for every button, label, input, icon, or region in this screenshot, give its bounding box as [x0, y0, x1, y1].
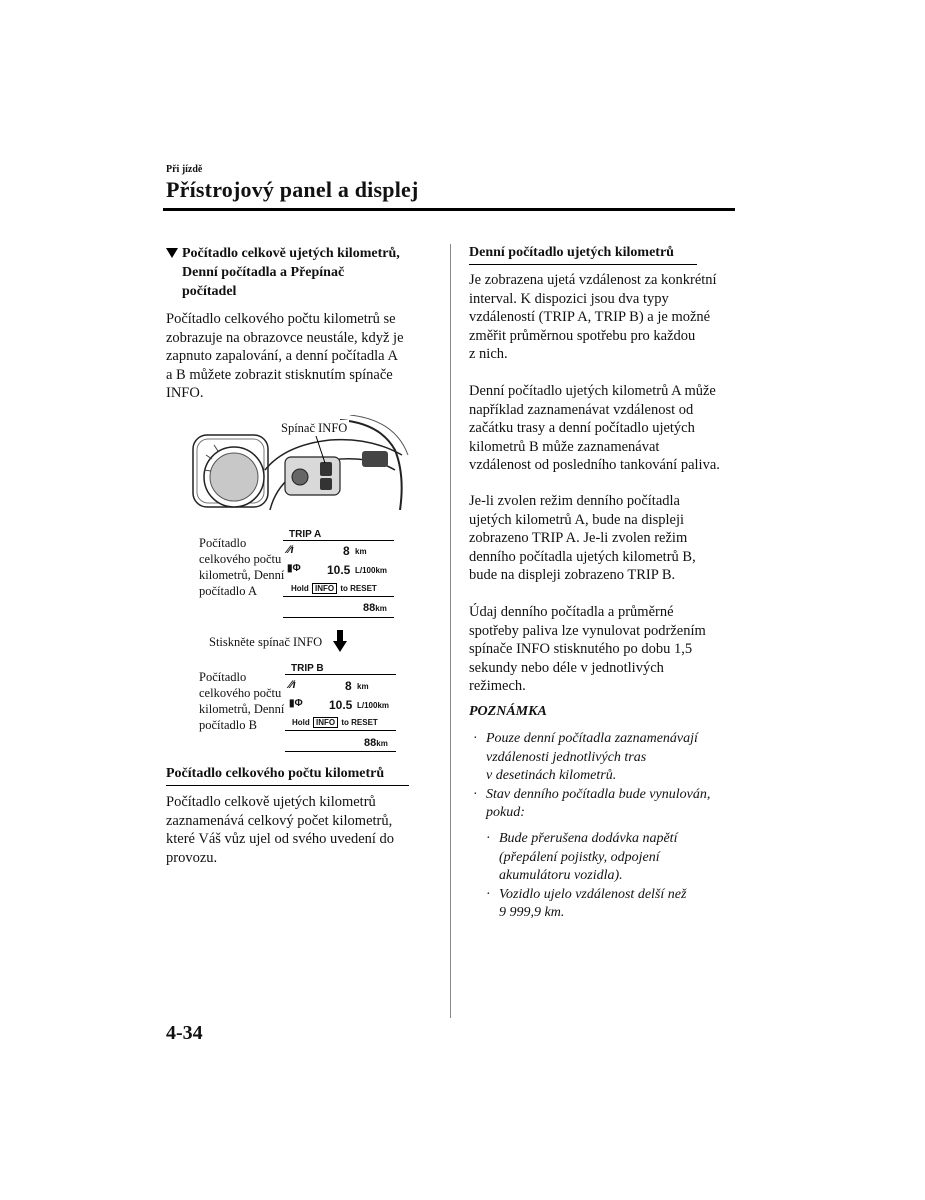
- note-item: · Stav denního počítadla bude vynulován, pokud:: [473, 786, 738, 823]
- odometer-value: 88km: [363, 602, 387, 614]
- section-label: Při jízdě: [166, 164, 203, 175]
- note-subitem: · Vozidlo ujelo vzdálenost delší než 9 999,9 km.: [486, 886, 736, 923]
- note-item: · Pouze denní počítadla zaznamenávají vzdálenosti jednotlivých tras v desetinách kilometrů.: [473, 730, 738, 786]
- trip-consumption: 10.5: [329, 698, 353, 712]
- note-list: [473, 730, 738, 823]
- trip-b-display: TRIP B ∕∕ı 8 km ▮Φ 10.5 L/100km Hold INFO to RESET 88km: [285, 661, 396, 753]
- column-divider: [450, 244, 451, 1018]
- trip-distance: 8: [343, 544, 350, 558]
- reset-hint: Hold INFO to RESET: [291, 584, 377, 593]
- odometer-value: 88km: [364, 737, 388, 749]
- press-info-text: Stiskněte spínač INFO: [209, 635, 323, 649]
- switch-label: Spínač INFO: [281, 421, 348, 435]
- arrow-down-icon: [333, 630, 347, 652]
- trip-meter-heading: Denní počítadlo ujetých kilometrů: [469, 245, 697, 265]
- page-number: 4-34: [166, 1022, 203, 1044]
- note-sublist: [486, 830, 736, 923]
- page-title: Přístrojový panel a displej: [166, 177, 419, 202]
- distance-icon: ∕∕ı: [289, 679, 296, 691]
- trip-b-title: TRIP B: [291, 663, 324, 674]
- note-subitem: · Bude přerušena dodávka napětí (přepálení pojistky, odpojení akumulátoru vozidla).: [486, 830, 736, 886]
- fuel-consumption-icon: ▮Φ: [287, 563, 301, 574]
- section-heading: Počítadlo celkově ujetých kilometrů, Denní počítadla a Přepínač počítadel: [166, 244, 436, 301]
- distance-icon: ∕∕ı: [287, 544, 294, 556]
- odometer-heading: Počítadlo celkového počtu kilometrů: [166, 766, 409, 786]
- trip-paragraph-2: Denní počítadlo ujetých kilometrů A může například zaznamenávat vzdálenost od začátku trasy a denní počítadlo ujetých kilometrů B může zaznamenávat vzdálenost od posledního tankování paliva.: [469, 383, 720, 473]
- odometer-paragraph: Počítadlo celkově ujetých kilometrů zaznamenává celkový počet kilometrů, které Váš vůz ujel od svého uvedení do provozu.: [166, 794, 395, 866]
- trip-distance: 8: [345, 679, 352, 693]
- trip-consumption: 10.5: [327, 563, 351, 577]
- fuel-consumption-icon: ▮Φ: [289, 698, 303, 709]
- trip-b-label: Počítadlo celkového počtu kilometrů, Denní počítadlo B: [199, 670, 285, 732]
- trip-paragraph-1: Je zobrazena ujetá vzdálenost za konkrétní interval. K dispozici jsou dva typy vzdáleností (TRIP A, TRIP B) a je možné změřit průměrnou spotřebu pro každou z nich.: [469, 272, 717, 362]
- triangle-down-icon: [166, 248, 178, 258]
- trip-a-label: Počítadlo celkového počtu kilometrů, Denní počítadlo A: [199, 536, 285, 598]
- trip-paragraph-3: Je-li zvolen režim denního počítadla ujetých kilometrů A, bude na displeji zobrazeno TRIP A. Je-li zvolen režim denního počítadla ujetých kilometrů B, bude na displeji zobrazeno TRIP B.: [469, 493, 696, 583]
- trip-paragraph-4: Údaj denního počítadla a průměrné spotřeby paliva lze vynulovat podržením spínače INFO stisknutého po dobu 1,5 sekundy nebo déle v jednotlivých režimech.: [469, 604, 706, 694]
- reset-hint: Hold INFO to RESET: [292, 718, 378, 727]
- note-title: POZNÁMKA: [469, 704, 547, 719]
- intro-paragraph: Počítadlo celkového počtu kilometrů se zobrazuje na obrazovce neustále, když je zapnuto zapalování, a denní počítadla A a B můžete zobrazit stisknutím spínače INFO.: [166, 311, 404, 401]
- title-rule: [163, 208, 735, 211]
- trip-a-title: TRIP A: [289, 529, 322, 540]
- trip-a-display: TRIP A ∕∕ı 8 km ▮Φ 10.5 L/100km Hold INFO to RESET 88km: [283, 527, 394, 619]
